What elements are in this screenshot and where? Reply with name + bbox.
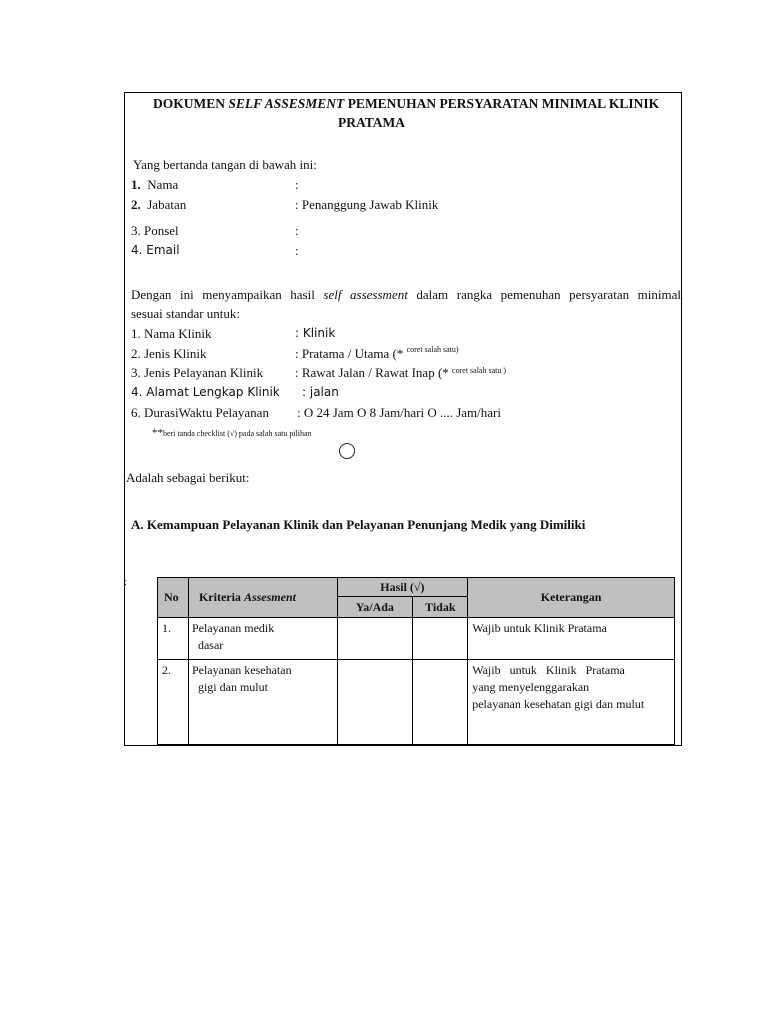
- signer-email-label: 4. Email: [131, 243, 180, 257]
- header-no: No: [158, 578, 189, 618]
- row-ya-cell[interactable]: [337, 660, 413, 745]
- clinic-alamat-field[interactable]: : jalan: [302, 385, 339, 399]
- statement-line2: sesuai standar untuk:: [131, 306, 241, 321]
- row-kriteria-line2: dasar: [197, 638, 224, 652]
- table-header-row: [158, 578, 675, 597]
- signer-ponsel-label: 3. Ponsel: [131, 223, 179, 238]
- clinic-pelayanan-value: : Rawat Jalan / Rawat Inap (*: [295, 365, 449, 380]
- header-tidak: Tidak: [413, 597, 468, 618]
- row-no-cell: [158, 660, 189, 745]
- header-keterangan: Keterangan: [468, 578, 675, 618]
- title-italic: SELF ASSESMENT: [228, 96, 345, 111]
- row-kriteria-cell: [188, 618, 337, 660]
- radio-circle-icon[interactable]: [339, 443, 355, 459]
- checklist-stars: **: [152, 427, 163, 439]
- row-ya-cell[interactable]: [337, 618, 413, 660]
- signer-nama-label: Nama: [147, 177, 179, 192]
- row-tidak-cell[interactable]: [413, 660, 468, 745]
- clinic-nama-field[interactable]: : Klinik: [295, 326, 336, 340]
- header-hasil: Hasil (√): [337, 578, 468, 597]
- table-row: [158, 618, 675, 660]
- stray-colon: :: [124, 577, 127, 588]
- title-part3: PEMENUHAN PERSYARATAN MINIMAL KLINIK: [344, 96, 660, 111]
- section-a-heading: A. Kemampuan Pelayanan Klinik dan Pelayanan Penunjang Medik yang Dimiliki: [131, 517, 586, 532]
- row-kriteria-line2: gigi dan mulut: [197, 680, 268, 694]
- row-keterangan-line1: Wajib untuk Klinik Pratama: [472, 663, 625, 677]
- header-kriteria: [188, 578, 337, 618]
- signer-jabatan-field[interactable]: : Penanggung Jawab Klinik: [295, 197, 439, 212]
- signer-nama-row: [131, 177, 178, 193]
- signer-nama-number: 1.: [131, 177, 141, 192]
- clinic-durasi-label: 6. DurasiWaktu Pelayanan: [131, 405, 269, 420]
- clinic-jenis-label: 2. Jenis Klinik: [131, 346, 207, 361]
- signer-ponsel-field[interactable]: :: [295, 223, 299, 238]
- document-title: [153, 96, 659, 112]
- row-keterangan-line1: Wajib untuk Klinik Pratama: [472, 621, 607, 635]
- clinic-nama-label: 1. Nama Klinik: [131, 326, 212, 341]
- row-kriteria-cell: [188, 660, 337, 745]
- clinic-pelayanan-field[interactable]: [295, 365, 506, 381]
- row-kriteria-line1: Pelayanan medik: [191, 621, 275, 635]
- adalah-text: Adalah sebagai berikut:: [126, 470, 250, 485]
- document-title-line2: PRATAMA: [338, 115, 405, 130]
- intro-text: Yang bertanda tangan di bawah ini:: [133, 157, 317, 172]
- title-part1: DOKUMEN: [153, 96, 229, 111]
- clinic-jenis-value: : Pratama / Utama (*: [295, 346, 404, 361]
- row-no: 1.: [162, 621, 171, 635]
- row-no: 2.: [162, 663, 171, 677]
- row-keterangan-line3: pelayanan kesehatan gigi dan mulut: [472, 697, 645, 711]
- row-no-cell: [158, 618, 189, 660]
- signer-jabatan-row: [131, 197, 186, 213]
- row-keterangan-line2: yang menyelenggarakan: [472, 680, 590, 694]
- signer-jabatan-number: 2.: [131, 197, 141, 212]
- clinic-alamat-label: 4. Alamat Lengkap Klinik: [131, 385, 280, 399]
- statement-text-b: dalam rangka pemenuhan persyaratan minimal: [407, 287, 681, 302]
- row-keterangan-cell: [468, 660, 675, 745]
- header-kriteria-text: Kriteria: [198, 590, 244, 604]
- checklist-note: [152, 427, 312, 439]
- statement-text-a: Dengan ini menyampaikan hasil: [131, 287, 324, 302]
- statement-italic: self assessment: [323, 287, 408, 302]
- header-ya: Ya/Ada: [337, 597, 413, 618]
- clinic-jenis-note: coret salah satu): [406, 345, 459, 354]
- clinic-pelayanan-label: 3. Jenis Pelayanan Klinik: [131, 365, 264, 380]
- clinic-pelayanan-note: coret salah satu ): [452, 366, 507, 375]
- header-kriteria-italic: Assesment: [243, 590, 296, 604]
- row-keterangan-cell: [468, 618, 675, 660]
- checklist-note-text: beri tanda checklist (√) pada salah satu pilihan: [163, 429, 312, 438]
- signer-jabatan-label: Jabatan: [147, 197, 187, 212]
- assessment-table: [157, 577, 675, 745]
- signer-nama-field[interactable]: :: [295, 177, 299, 192]
- row-tidak-cell[interactable]: [413, 618, 468, 660]
- clinic-durasi-options[interactable]: : O 24 Jam O 8 Jam/hari O .... Jam/hari: [297, 405, 501, 420]
- statement-line1: [131, 287, 681, 303]
- clinic-jenis-field[interactable]: [295, 346, 459, 362]
- signer-email-field[interactable]: :: [295, 243, 299, 258]
- table-row: [158, 660, 675, 745]
- row-kriteria-line1: Pelayanan kesehatan: [191, 663, 292, 677]
